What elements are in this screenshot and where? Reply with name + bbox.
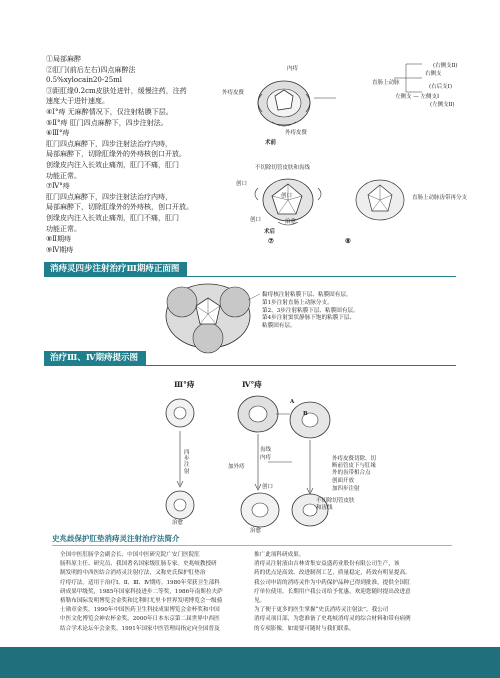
intro-left-line: 疗痔疗法。适用于治疗Ⅰ、Ⅱ、Ⅲ、Ⅳ期痔。1980年荣获卫生部科 bbox=[60, 579, 220, 586]
step-line: ①局部麻醉 bbox=[46, 55, 81, 63]
fig1-branch3: 左侧支 — 左侧支Ⅰ bbox=[395, 94, 440, 100]
label-c2: 创口 bbox=[262, 484, 274, 490]
intro-right-line: 见。 bbox=[254, 598, 266, 605]
section2-rule bbox=[44, 365, 456, 366]
step-line: ③距肛缘0.2cm皮肤处进针，缓慢注药，注药 bbox=[46, 86, 187, 95]
intro-left-column bbox=[60, 551, 246, 634]
intro-right-column bbox=[254, 551, 446, 634]
intro-right-line: 消痔灵注射液由吉林省集安益盛药业股份有限公司生产，该 bbox=[254, 561, 400, 568]
section1-note-line: 第1步注射直肠上动脉分支。 bbox=[262, 299, 333, 306]
grade4-cured-label: 治愈 bbox=[250, 528, 262, 534]
section1-notes bbox=[262, 292, 359, 331]
step-line: 功能正常。 bbox=[46, 171, 81, 180]
fig2-caption: 术后 bbox=[264, 229, 276, 235]
grade3-cured-label: 治愈 bbox=[172, 520, 184, 526]
intro-title: 史兆歧保护肛垫消痔灵注射治疗法简介 bbox=[52, 534, 180, 543]
step-line: ②肛门(前后左右)四点麻醉法 bbox=[46, 65, 136, 74]
section1-rule bbox=[44, 276, 456, 277]
step-line: 局部麻醉下，切除肛缘外的外痔核创口开放。 bbox=[46, 150, 186, 159]
artery-branch-lines bbox=[392, 58, 432, 98]
fig2-top-label: 不切除切管皮肤和齿线 bbox=[255, 165, 311, 171]
figure-marker-7: ⑦ bbox=[268, 237, 274, 245]
intro-right-line: 消痔灵项目部，为您准备了史兆岐消痔灵的综合材料和带有病例 bbox=[254, 616, 411, 623]
section1-note-line: 第4步注射窦状静脉下饱的粘膜下层、 bbox=[262, 315, 356, 322]
fig1-branch2: (右后支Ⅰ) bbox=[429, 84, 452, 90]
section1-note-line: 第2、3步注射粘膜下层、粘膜固有层。 bbox=[262, 307, 359, 314]
grade3-label: Ⅲ°痔 bbox=[174, 380, 195, 389]
step-line: 速度大于进针速度。 bbox=[46, 97, 109, 106]
grade4-label: Ⅳ°痔 bbox=[242, 380, 262, 389]
fig2-bottom2: 治愈 bbox=[285, 219, 297, 225]
fig1-caption: 术前 bbox=[265, 140, 277, 146]
postop-artery-diagram bbox=[352, 175, 412, 225]
marker-a: A bbox=[290, 399, 295, 405]
intro-left-line: 全国中医肛肠学会副会长、中国中医研究院广安门医院肛 bbox=[60, 552, 200, 558]
procedure-steps bbox=[46, 54, 246, 255]
step-line: ⑤Ⅱ°痔 肛门四点麻醉下，四步注射法。 bbox=[46, 118, 168, 127]
intro-left-line: 肠科原主任、研究员、我国著名国家级肛肠专家。史兆岐教授研 bbox=[60, 561, 217, 568]
step-line: ⑧Ⅱ期痔 bbox=[46, 235, 72, 244]
fig2-left-label: 创口 bbox=[236, 181, 248, 187]
intro-right-line: 推广此项科研成果。 bbox=[254, 552, 305, 558]
grade3-arrow-text: 四步注射 bbox=[184, 450, 190, 475]
fig1-bottom-label: 外痔皮赘 bbox=[285, 130, 308, 136]
step-line: ⑥Ⅲ°痔 bbox=[46, 129, 70, 138]
intro-left-line: 研成果甲级奖，1985年国家科技进步二等奖，1986年南斯拉夫萨 bbox=[60, 588, 223, 595]
section2-banner: 治疗Ⅲ、Ⅳ期痔提示图 bbox=[44, 351, 146, 366]
grade3-front-diagram bbox=[160, 280, 260, 355]
intro-right-line: 的专项影像，如需要可随时与我们联系。 bbox=[254, 625, 355, 632]
step-line: 功能正常。 bbox=[46, 224, 81, 233]
label-b4: 创面开放 bbox=[332, 478, 355, 484]
step-line: 肛门四点麻醉下，四步注射法治疗内痔， bbox=[46, 139, 172, 148]
intro-rule bbox=[52, 545, 452, 546]
step-line: 0.5%xylocain20-25ml bbox=[46, 76, 123, 85]
intro-right-line: 疗单位使用，长期用户我公司给予优惠，欢迎您随时提出改进意 bbox=[254, 588, 411, 595]
intro-left-line: 制发明的中西医结合消痔灵注射疗法，又称史氏保护肛垫治 bbox=[60, 570, 206, 577]
label-a2: 内痔 bbox=[260, 455, 272, 461]
step-line: 局部麻醉下，切除肛缘外的外痔核，创口开放。 bbox=[46, 203, 193, 212]
step-line: 创缘皮内注入长效止痛剂，肛门不痛，肛门 bbox=[46, 213, 179, 222]
label-b2: 断前管皮下与肛缘 bbox=[332, 463, 377, 469]
intro-right-line: 我公司申请的消痔灵作为中药保护品种已得到批准，提供全国肛 bbox=[254, 579, 411, 586]
fig1-artery-label: 直肠上动脉 bbox=[372, 80, 400, 86]
figure-marker-8: ⑧ bbox=[345, 237, 351, 245]
section1-banner: 消痔灵四步注射治疗Ⅲ期痔正面图 bbox=[44, 262, 187, 277]
fig1-branch1a: (右侧支Ⅱ) bbox=[433, 63, 458, 69]
step-line: ⑨Ⅳ期痔 bbox=[46, 245, 74, 254]
label-a3: 加外痔 bbox=[228, 464, 245, 470]
intro-left-line: 格勒布国际发明博览会金奖和比利时尤里卡世界发明博览会一级骑 bbox=[60, 598, 223, 605]
fig1-branch3a: (左侧支Ⅱ) bbox=[430, 102, 455, 108]
step-line: 肛门四点麻醉下，四步注射法治疗内痔， bbox=[46, 192, 172, 201]
fig2-center-label: 创口 bbox=[281, 193, 293, 199]
section1-note-line: 粘膜固有层。 bbox=[262, 323, 296, 330]
label-c4: 和齿线 bbox=[316, 505, 333, 511]
footer-band bbox=[0, 647, 500, 678]
fig2-right-label: 直肠上动脉齿带再分支 bbox=[412, 195, 468, 201]
intro-right-line: 药的优点是高效、改进制剂工艺，质量稳定，药效有明显提高。 bbox=[254, 570, 411, 577]
step-line: ⑦Ⅳ°痔 bbox=[46, 182, 70, 191]
step-line: ④Ⅰ°痔 无麻醉情况下，仅注射粘膜下层。 bbox=[46, 107, 173, 116]
label-b3: 外的齿带相合点 bbox=[332, 470, 371, 476]
intro-left-line: 士勋章金奖。1990年中国医药卫生科技成果博览会金杯奖和中国 bbox=[60, 607, 220, 614]
intro-right-line: 为了便于更多的医生掌握“史氏消痔灵注射法”，我公司 bbox=[254, 607, 389, 614]
label-b5: 加四步注射 bbox=[332, 486, 360, 492]
fig1-branch1: 右侧支 bbox=[425, 71, 442, 77]
marker-b: B bbox=[303, 411, 308, 417]
fig1-top-label: 内痔 bbox=[287, 66, 299, 72]
fig1-left-label: 外痔皮赘 bbox=[222, 90, 245, 96]
label-a1: 齿线 bbox=[260, 447, 272, 453]
intro-left-line: 结合学术论坛年会金奖。1991年国家中医管理局指定向全国普及 bbox=[60, 625, 220, 632]
intro-left-line: 中医文化博览会神农杯金奖，2000年日本东京第二届世界中西医 bbox=[60, 616, 220, 623]
label-b1: 外痔皮赘切除、切 bbox=[332, 456, 377, 462]
section1-note-line: 黏痔核注射粘膜下层、粘膜固有层。 bbox=[262, 292, 352, 298]
fig2-bottom1: 创口 bbox=[250, 217, 262, 223]
step-line: 创缘皮内注入长效止痛剂，肛门不痛，肛门 bbox=[46, 160, 179, 169]
label-c3: 不切除切管皮肤 bbox=[316, 498, 355, 504]
grade4-flow-diagram bbox=[228, 392, 348, 537]
